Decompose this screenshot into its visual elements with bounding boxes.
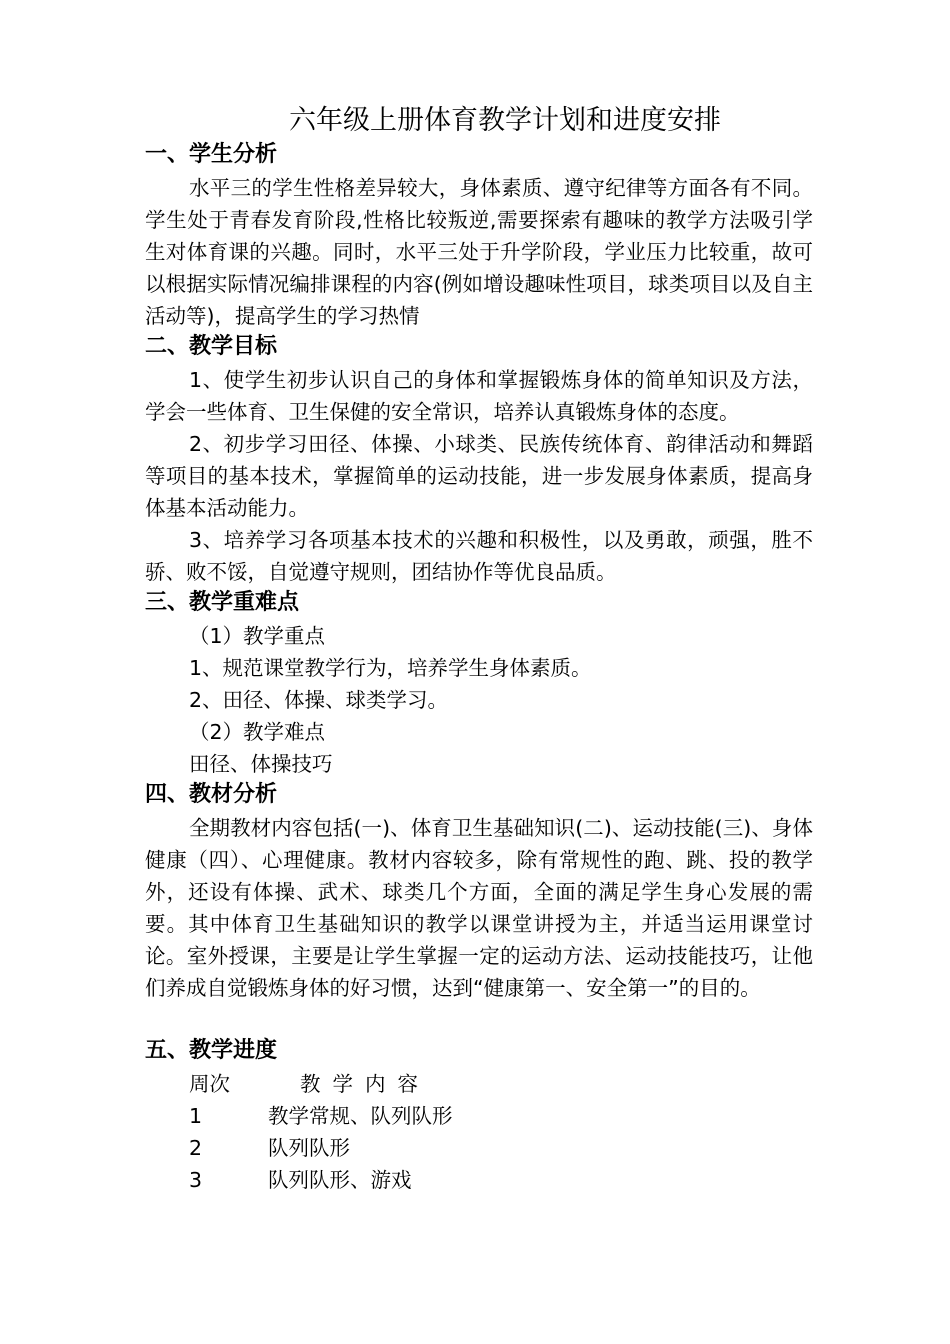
schedule-header-content: 教学内容 xyxy=(300,1072,430,1096)
subheading-key-points: （1）教学重点 xyxy=(189,624,326,648)
paragraph-goal-1: 1、使学生初步认识自己的身体和掌握锻炼身体的简单知识及方法，学会一些体育、卫生保健的安全常识，培养认真锻炼身体的态度。 xyxy=(145,368,813,424)
section-heading-student-analysis: 一、学生分析 xyxy=(145,142,278,167)
paragraph-textbook-analysis: 全期教材内容包括(一)、体育卫生基础知识(二)、运动技能(三)、身体健康（四）、心理健康。教材内容较多，除有常规性的跑、跳、投的教学外，还设有体操、武术、球类几个方面，全面的满足学生身心发展的需要。其中体育卫生基础知识的教学以课堂讲授为主，并适当运用课堂讨论。室外授课，主要是让学生掌握一定的运动方法、运动技能技巧，让他们养成自觉锻炼身体的好习惯，达到“健康第一、安全第一”的目的。 xyxy=(145,816,813,1000)
paragraph-goal-2: 2、初步学习田径、体操、小球类、民族传统体育、韵律活动和舞蹈等项目的基本技术，掌握简单的运动技能，进一步发展身体素质，提高身体基本活动能力。 xyxy=(145,432,813,520)
schedule-row-week: 2 xyxy=(189,1136,203,1160)
paragraph-student-analysis: 水平三的学生性格差异较大，身体素质、遵守纪律等方面各有不同。学生处于青春发育阶段,性格比较叛逆,需要探索有趣味的教学方法吸引学生对体育课的兴趣。同时，水平三处于升学阶段，学业压力比较重，故可以根据实际情况编排课程的内容(例如增设趣味性项目，球类项目以及自主活动等)，提高学生的学习热情 xyxy=(145,176,813,328)
schedule-header-week: 周次 xyxy=(189,1072,230,1096)
paragraph-goal-3: 3、培养学习各项基本技术的兴趣和积极性，以及勇敢，顽强，胜不骄、败不馁，自觉遵守规则，团结协作等优良品质。 xyxy=(145,528,813,584)
section-heading-textbook-analysis: 四、教材分析 xyxy=(145,782,278,807)
section-heading-teaching-schedule: 五、教学进度 xyxy=(145,1038,278,1063)
section-heading-key-difficulties: 三、教学重难点 xyxy=(145,590,300,615)
subheading-difficulties: （2）教学难点 xyxy=(189,720,326,744)
key-point-1: 1、规范课堂教学行为，培养学生身体素质。 xyxy=(189,656,592,680)
schedule-row-week: 3 xyxy=(189,1168,203,1192)
schedule-row-week: 1 xyxy=(189,1104,203,1128)
schedule-row-content: 队列队形 xyxy=(268,1136,350,1160)
difficulty-item: 田径、体操技巧 xyxy=(189,752,333,776)
section-heading-teaching-goals: 二、教学目标 xyxy=(145,334,278,359)
schedule-row-content: 教学常规、队列队形 xyxy=(268,1104,453,1128)
key-point-2: 2、田径、体操、球类学习。 xyxy=(189,688,449,712)
schedule-row-content: 队列队形、游戏 xyxy=(268,1168,412,1192)
document-title: 六年级上册体育教学计划和进度安排 xyxy=(289,105,721,136)
